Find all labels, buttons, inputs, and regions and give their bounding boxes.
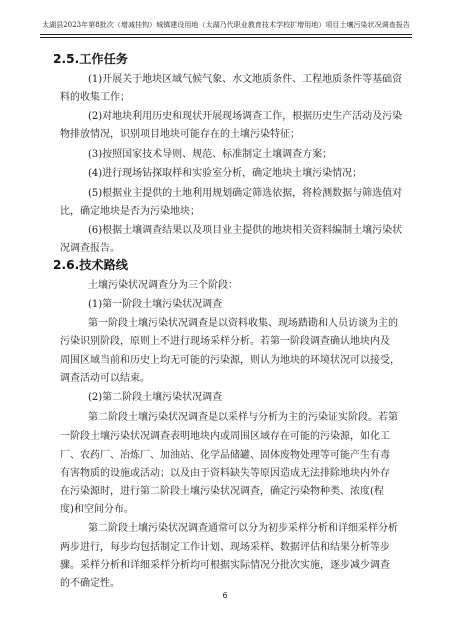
paragraph-line: 一阶段土壤污染状况调查表明地块内或周围区域存在可能的污染源，如化工 — [60, 431, 390, 442]
paragraph-line: 周围区域当前和历史上均无可能的污染源，则认为地块的环境状况可以接受， — [60, 355, 400, 366]
paragraph-line: (5)根据业主提供的土地利用规划确定筛选依据，将检测数据与筛选值对 — [88, 188, 403, 199]
section-heading-technical-route: 2.6.技术路线 — [53, 258, 128, 272]
paragraph-line: 调查活动可以结束。 — [60, 373, 150, 384]
paragraph-line: 在污染源时，进行第二阶段土壤污染状况调查，确定污染物种类、浓度(程 — [60, 486, 384, 497]
running-header: 太湖县2023年第8批次（增减挂钩）城镇建设用地（太湖乃代职业教育技术学校扩增用地）项目土壤污染状况调查报告 — [42, 20, 410, 29]
paragraph-line: 土壤污染状况调查分为三个阶段： — [88, 280, 238, 291]
header-rule-thick — [40, 34, 412, 35]
paragraph-line: 第二阶段土壤污染状况调查通常可以分为初步采样分析和详细采样分析 — [88, 523, 398, 534]
page-number: 6 — [222, 591, 228, 600]
paragraph-line: 的不确定性。 — [60, 578, 120, 589]
paragraph-line: (6)根据土壤调查结果以及项目业主提供的地块相关资料编制土壤污染状 — [88, 225, 403, 236]
section-heading-work-tasks: 2.5.工作任务 — [53, 52, 128, 66]
paragraph-line: 比，确定地块是否为污染地块； — [60, 206, 200, 217]
paragraph-line: 骤。采样分析和详细采样分析均可根据实际情况分批次实施，逐步减少调查 — [60, 560, 390, 571]
paragraph-line: 物排放情况，识别项目地块可能存在的土壤污染特征； — [60, 129, 300, 140]
paragraph-line: 第二阶段土壤污染状况调查是以采样与分析为主的污染证实阶段。若第 — [88, 412, 398, 423]
paragraph-line: (4)进行现场钻探取样和实验室分析，确定地块土壤污染情况； — [88, 168, 363, 179]
paragraph-line: 污染识别阶段，原则上不进行现场采样分析。若第一阶段调查确认地块内及 — [60, 336, 390, 347]
paragraph-line: (2)对地块利用历史和现状开展现场调查工作，根据历史生产活动及污染 — [88, 111, 403, 122]
paragraph-line: 有害物质的设施或活动；以及由于资料缺失等原因造成无法排除地块内外存 — [60, 468, 390, 479]
paragraph-line: 度)和空间分布。 — [60, 504, 134, 515]
paragraph-line: 两步进行，每步均包括制定工作计划、现场采样、数据评估和结果分析等步 — [60, 542, 390, 553]
paragraph-line: (1)第一阶段土壤污染状况调查 — [88, 299, 223, 310]
paragraph-line: (3)按照国家技术导则、规范、标准制定土壤调查方案； — [88, 149, 333, 160]
paragraph-line: 厂、农药厂、冶炼厂、加油站、化学品储罐、固体废物处理等可能产生有毒 — [60, 450, 390, 461]
paragraph-line: (2)第二阶段土壤污染状况调查 — [88, 392, 223, 403]
paragraph-line: 第一阶段土壤污染状况调查是以资料收集、现场踏勘和人员访谈为主的 — [88, 318, 398, 329]
paragraph-line: 料的收集工作； — [60, 92, 130, 103]
header-rule-thin — [40, 37, 412, 38]
paragraph-line: (1)开展关于地块区域气候气象、水文地质条件、工程地质条件等基础资 — [88, 74, 403, 85]
paragraph-line: 况调查报告。 — [60, 243, 120, 254]
